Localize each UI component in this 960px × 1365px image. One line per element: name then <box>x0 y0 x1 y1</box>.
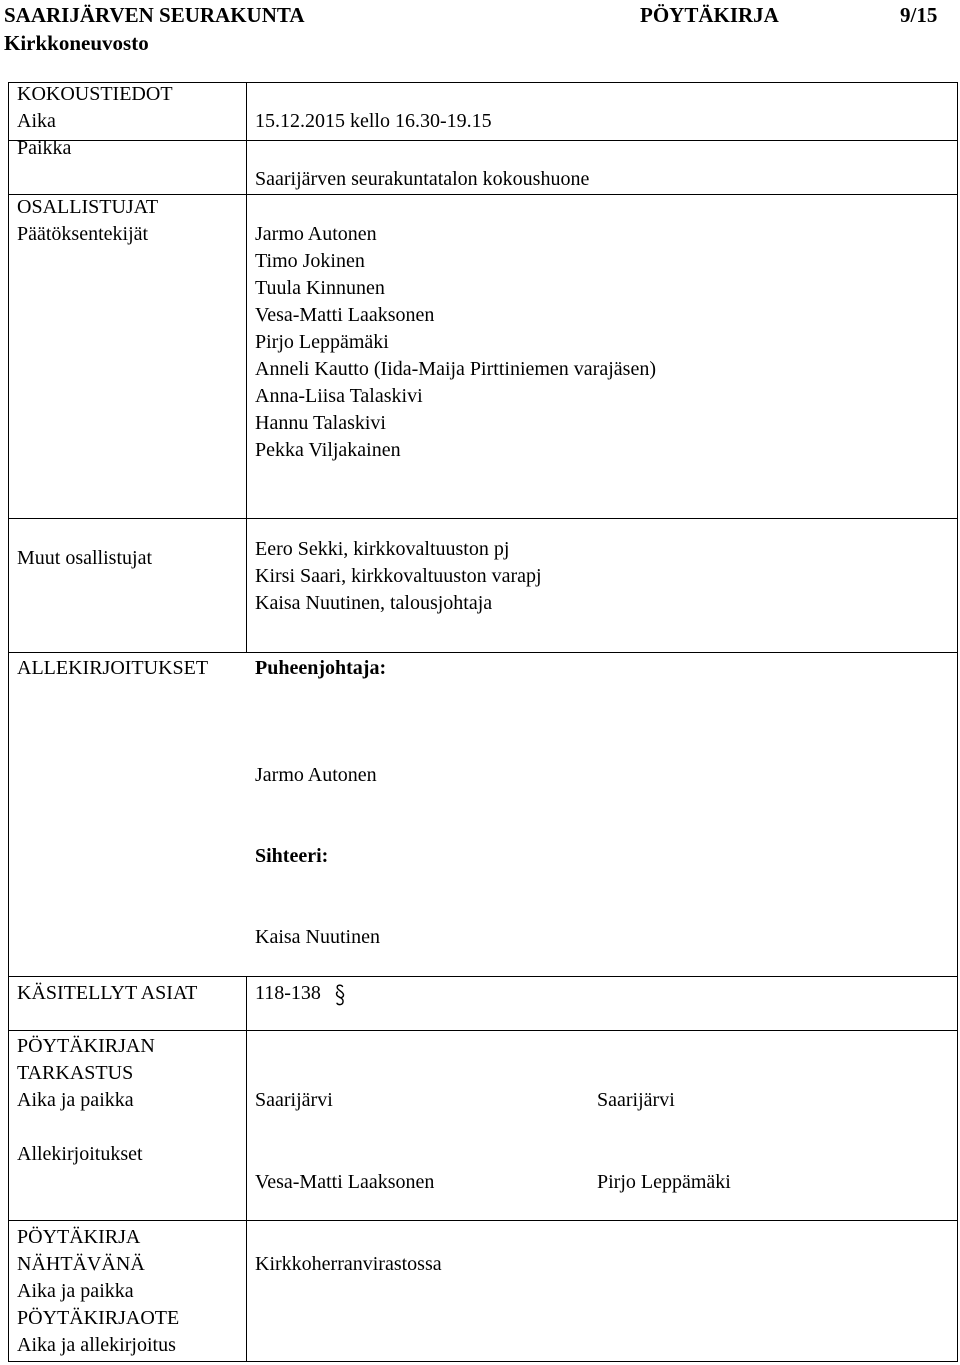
chair-name: Jarmo Autonen <box>255 764 377 786</box>
display-location: Kirkkoherranvirastossa <box>255 1253 442 1275</box>
secretary-label: Sihteeri: <box>255 845 329 867</box>
section-sign-icon <box>333 983 347 1007</box>
list-item: Timo Jokinen <box>255 250 365 272</box>
review-label-line1: PÖYTÄKIRJAN <box>17 1035 155 1057</box>
signatures-section-label: ALLEKIRJOITUKSET <box>17 657 209 679</box>
review-place-2: Saarijärvi <box>597 1089 675 1111</box>
reviewer-1-name: Vesa-Matti Laaksonen <box>255 1171 435 1193</box>
list-item: Jarmo Autonen <box>255 223 377 245</box>
review-place-1: Saarijärvi <box>255 1089 333 1111</box>
items-label: KÄSITELLYT ASIAT <box>17 982 198 1004</box>
reviewer-2-name: Pirjo Leppämäki <box>597 1171 731 1193</box>
row-divider <box>8 1220 958 1221</box>
decision-makers-list <box>255 221 656 464</box>
list-item: Anna-Liisa Talaskivi <box>255 385 423 407</box>
list-item: Tuula Kinnunen <box>255 277 385 299</box>
list-item: Kirsi Saari, kirkkovaltuuston varapj <box>255 565 542 587</box>
other-participants-label: Muut osallistujat <box>17 547 152 569</box>
items-range: 118-138 <box>255 982 321 1004</box>
row-divider <box>8 652 958 653</box>
row-divider <box>8 518 958 519</box>
row-divider <box>8 976 958 977</box>
list-item: Pirjo Leppämäki <box>255 331 389 353</box>
participants-section-label: OSALLISTUJAT <box>17 196 159 218</box>
meeting-section-label: KOKOUSTIEDOT <box>17 83 173 105</box>
list-item: Anneli Kautto (Iida-Maija Pirttiniemen varajäsen) <box>255 358 656 380</box>
meeting-time-label: Aika <box>17 110 56 132</box>
secretary-name: Kaisa Nuutinen <box>255 926 380 948</box>
review-signatures-label: Allekirjoitukset <box>17 1143 143 1165</box>
list-item: Vesa-Matti Laaksonen <box>255 304 435 326</box>
display-time-place-label: Aika ja paikka <box>17 1280 134 1302</box>
header-body: Kirkkoneuvosto <box>4 31 149 55</box>
column-divider <box>246 82 247 652</box>
excerpt-label: PÖYTÄKIRJAOTE <box>17 1307 180 1329</box>
list-item: Hannu Talaskivi <box>255 412 386 434</box>
display-label-line2: NÄHTÄVÄNÄ <box>17 1253 145 1275</box>
excerpt-sign-label: Aika ja allekirjoitus <box>17 1334 176 1356</box>
meeting-place-label: Paikka <box>17 137 72 159</box>
row-divider <box>8 140 958 141</box>
header-organization: SAARIJÄRVEN SEURAKUNTA <box>4 3 305 27</box>
chair-label: Puheenjohtaja: <box>255 657 387 679</box>
header-page-number: 9/15 <box>900 3 938 27</box>
list-item: Eero Sekki, kirkkovaltuuston pj <box>255 538 510 560</box>
review-time-place-label: Aika ja paikka <box>17 1089 134 1111</box>
list-item: Pekka Viljakainen <box>255 439 401 461</box>
meeting-time-value: 15.12.2015 kello 16.30-19.15 <box>255 110 492 132</box>
column-divider <box>246 976 247 1362</box>
review-label-line2: TARKASTUS <box>17 1062 134 1084</box>
header-document-type: PÖYTÄKIRJA <box>640 3 779 27</box>
meeting-place-value: Saarijärven seurakuntatalon kokoushuone <box>255 168 590 190</box>
row-divider <box>8 1030 958 1031</box>
display-label-line1: PÖYTÄKIRJA <box>17 1226 141 1248</box>
decision-makers-label: Päätöksentekijät <box>17 223 149 245</box>
list-item: Kaisa Nuutinen, talousjohtaja <box>255 592 493 614</box>
other-participants-list <box>255 536 542 617</box>
